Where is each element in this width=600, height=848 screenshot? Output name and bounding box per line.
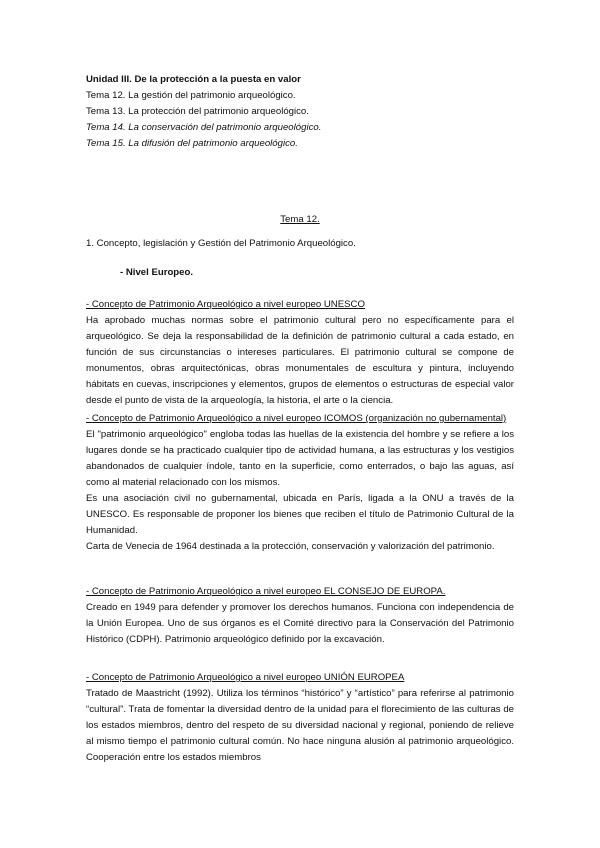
subsection-heading: - Nivel Europeo. [120,267,194,278]
unesco-block [86,297,514,409]
tema-heading: Tema 12. [280,214,320,225]
block-paragraph: Creado en 1949 para defender y promover los derechos humanos. Funciona con independencia de la Unión Europea. Uno de sus órganos es el Comité directivo para la Conservación del Patrimonio Histórico (CDPH). Patrimonio arqueológico definido por la excavación. [86,602,514,645]
block-title: - Concepto de Patrimonio Arqueológico a nivel europeo ICOMOS (organización no gubernamental) [86,413,507,424]
block-paragraph: El "patrimonio arqueológico" engloba todas las huellas de la existencia del hombre y se refiere a los lugares donde se ha practicado cualquier tipo de actividad humana, a las estructuras y los vestigios abandonados de cualquier índole, tanto en la superficie, como enterrados, o bajo las aguas, así como al material relacionado con los mismos. [86,429,514,488]
block-paragraph: Tratado de Maastricht (1992). Utiliza los términos “histórico” y “artístico” para referirse al patrimonio “cultural”. Trata de fomentar la diversidad dentro de la unidad para el florecimiento de las culturas de los estados miembros, dentro del respeto de su diversidad nacional y regional, poniendo de relieve al mismo tiempo el patrimonio cultural común. No hace ninguna alusión al patrimonio arqueológico. Cooperación entre los estados miembros [86,688,514,763]
topic-12: Tema 12. La gestión del patrimonio arqueológico. [86,90,296,101]
block-title: - Concepto de Patrimonio Arqueológico a nivel europeo EL CONSEJO DE EUROPA. [86,586,446,597]
topic-13: Tema 13. La protección del patrimonio arqueológico. [86,106,309,117]
topic-15: Tema 15. La difusión del patrimonio arqueológico. [86,138,298,149]
topic-14: Tema 14. La conservación del patrimonio arqueológico. [86,122,322,133]
icomos-block [86,411,514,555]
unit-title: Unidad III. De la protección a la puesta en valor [86,74,301,85]
unit-header [86,72,526,152]
block-title: - Concepto de Patrimonio Arqueológico a nivel europeo UNESCO [86,299,365,310]
block-paragraph: Ha aprobado muchas normas sobre el patrimonio cultural pero no específicamente para el arqueológico. Se deja la responsabilidad de la definición de patrimonio cultural a cada estado, en función de sus circunstancias o intereses particulares. El patrimonio cultural se compone de monumentos, obras arquitectónicas, obras monumentales de escultura y pintura, incluyendo hábitats en cuevas, inscripciones y elementos, grupos de elementos o estructuras de especial valor desde el punto de vista de la arqueología, la historia, el arte o la ciencia. [86,315,514,406]
block-title: - Concepto de Patrimonio Arqueológico a nivel europeo UNIÓN EUROPEA [86,672,405,683]
section-heading: 1. Concepto, legislación y Gestión del Patrimonio Arqueológico. [86,238,356,249]
block-paragraph: Carta de Venecia de 1964 destinada a la protección, conservación y valorización del patrimonio. [86,541,495,552]
block-paragraph: Es una asociación civil no gubernamental, ubicada en París, ligada a la ONU a través de la UNESCO. Es responsable de proponer los bienes que reciben el título de Patrimonio Cultural de la Humanidad. [86,493,514,536]
union-europea-block [86,670,514,766]
consejo-europa-block [86,584,514,648]
